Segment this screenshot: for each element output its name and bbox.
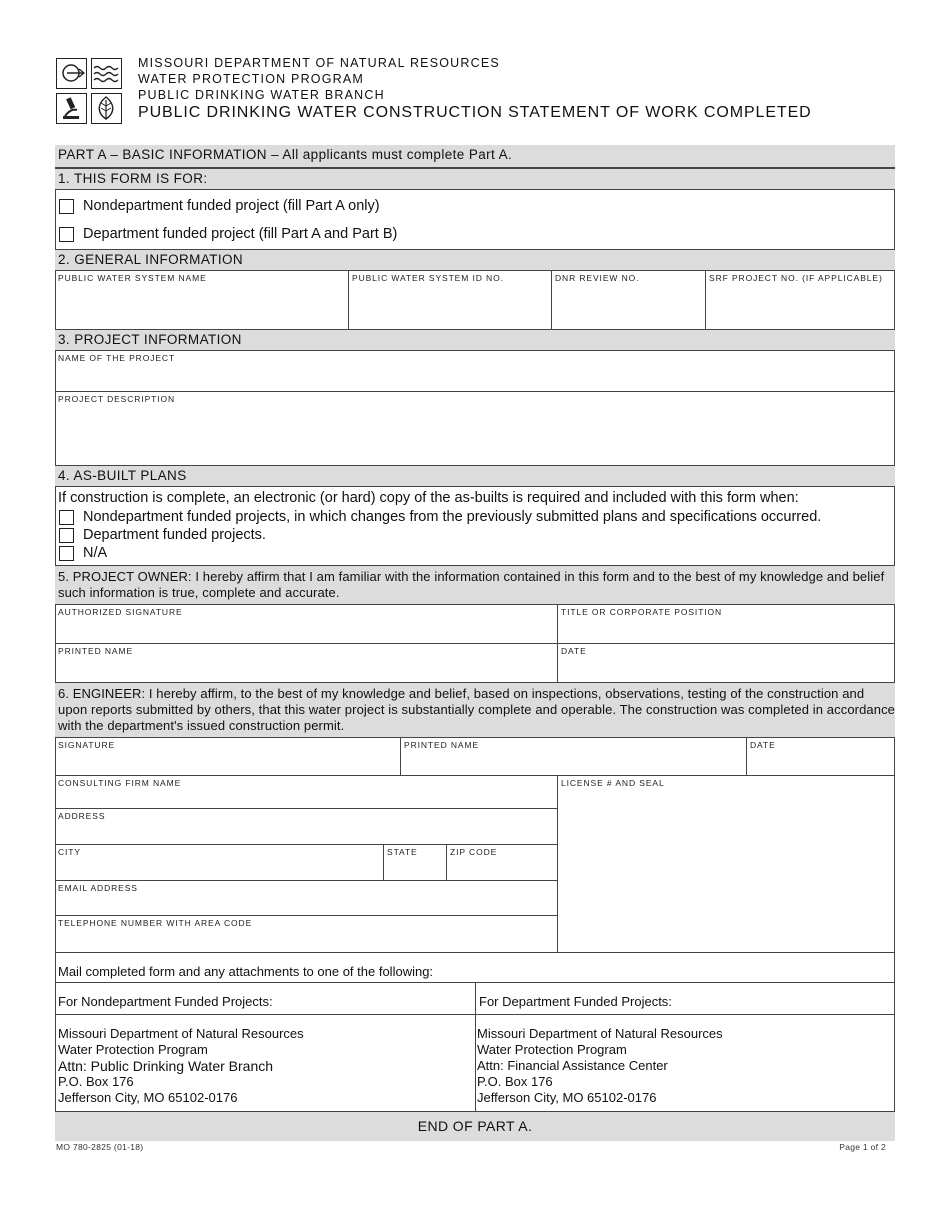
program-name: WATER PROTECTION PROGRAM [138,72,365,86]
department-mail-address [477,1026,723,1106]
as-built-nondepartment-checkbox[interactable] [59,510,74,525]
field-label: PUBLIC WATER SYSTEM NAME [58,273,207,283]
field-label: SRF PROJECT NO. (IF APPLICABLE) [709,273,883,283]
field-label: LICENSE # AND SEAL [561,778,665,788]
section-2-title: 2. GENERAL INFORMATION [55,249,895,271]
owner-title-field[interactable] [558,605,895,644]
dnr-review-no-field[interactable] [552,271,706,329]
form-number: MO 780-2825 (01-18) [56,1142,144,1152]
section-1-title: 1. THIS FORM IS FOR: [55,168,895,190]
field-label: DATE [750,740,776,750]
department-funded-label: Department funded project (fill Part A and Part B) [83,226,398,242]
state-field[interactable] [384,845,447,881]
mail-instruction: Mail completed form and any attachments to one of the following: [58,964,434,979]
branch-name: PUBLIC DRINKING WATER BRANCH [138,88,385,102]
field-label: CITY [58,847,81,857]
field-label: PUBLIC WATER SYSTEM ID NO. [352,273,504,283]
zip-code-field[interactable] [447,845,558,881]
as-built-department-checkbox[interactable] [59,528,74,543]
field-label: PRINTED NAME [404,740,480,750]
nondepartment-funded-label: Nondepartment funded project (fill Part A only) [83,198,380,214]
as-built-nondepartment-label: Nondepartment funded projects, in which changes from the previously submitted plans and specifications occurred. [83,509,822,525]
section-5-title: 5. PROJECT OWNER: I hereby affirm that I am familiar with the information contained in this form and to the best of my knowledge and belief such information is true, complete and accurate. [55,565,895,605]
address-line: Missouri Department of Natural Resources [58,1026,304,1041]
engineer-printed-name-field[interactable] [401,738,747,776]
section-4-title: 4. AS-BUILT PLANS [55,465,895,487]
field-label: SIGNATURE [58,740,116,750]
agency-logo [56,58,124,124]
as-built-department-label: Department funded projects. [83,527,266,543]
field-label: NAME OF THE PROJECT [58,353,176,363]
nondepartment-mail-address [58,1026,304,1106]
as-built-na-checkbox[interactable] [59,546,74,561]
address-line: Jefferson City, MO 65102-0176 [58,1090,238,1105]
owner-signature-field[interactable] [55,605,558,644]
microscope-icon [56,93,87,124]
address-line: Attn: Financial Assistance Center [477,1058,668,1073]
public-water-system-id-field[interactable] [349,271,552,329]
as-built-options [59,508,821,562]
srf-project-no-field[interactable] [706,271,895,329]
project-name-field[interactable] [55,351,895,392]
department-funded-checkbox[interactable] [59,227,74,242]
address-line: P.O. Box 176 [477,1074,553,1089]
field-label: ADDRESS [58,811,106,821]
address-line: Jefferson City, MO 65102-0176 [477,1090,657,1105]
field-label: EMAIL ADDRESS [58,883,138,893]
water-waves-icon [91,58,122,89]
field-label: DATE [561,646,587,656]
part-a-banner: PART A – BASIC INFORMATION – All applicants must complete Part A. [55,145,895,168]
email-field[interactable] [55,881,558,916]
agency-name: MISSOURI DEPARTMENT OF NATURAL RESOURCES [138,56,500,70]
city-field[interactable] [55,845,384,881]
field-label: AUTHORIZED SIGNATURE [58,607,183,617]
owner-date-field[interactable] [558,644,895,683]
section-6-title: 6. ENGINEER: I hereby affirm, to the best of my knowledge and belief, based on inspections, observations, testing of the construction and upon reports submitted by others, that this water project is substantially complete and operable. The construction was completed in accordance with the department's issued construction permit. [55,682,895,738]
department-mail-heading: For Department Funded Projects: [479,994,672,1009]
engineer-date-field[interactable] [747,738,895,776]
license-and-seal-field[interactable] [558,776,895,953]
telephone-field[interactable] [55,916,558,953]
field-label: ZIP CODE [450,847,498,857]
address-line: Missouri Department of Natural Resources [477,1026,723,1041]
end-of-part-a-banner: END OF PART A. [55,1111,895,1141]
field-label: TELEPHONE NUMBER WITH AREA CODE [58,918,253,928]
nondepartment-funded-checkbox[interactable] [59,199,74,214]
as-built-intro: If construction is complete, an electronic (or hard) copy of the as-builts is required and included with this form when: [58,490,799,506]
field-label: CONSULTING FIRM NAME [58,778,182,788]
address-line: P.O. Box 176 [58,1074,134,1089]
field-label: DNR REVIEW NO. [555,273,640,283]
form-for-options [59,192,397,248]
form-title: PUBLIC DRINKING WATER CONSTRUCTION STATEMENT OF WORK COMPLETED [138,104,812,121]
sun-logo-icon [56,58,87,89]
leaf-icon [91,93,122,124]
field-label: PROJECT DESCRIPTION [58,394,176,404]
project-description-field[interactable] [55,392,895,466]
address-line: Attn: Public Drinking Water Branch [58,1058,274,1074]
address-field[interactable] [55,809,558,845]
field-label: TITLE OR CORPORATE POSITION [561,607,723,617]
field-label: PRINTED NAME [58,646,134,656]
owner-printed-name-field[interactable] [55,644,558,683]
consulting-firm-field[interactable] [55,776,558,809]
as-built-na-label: N/A [83,545,108,561]
nondepartment-mail-heading: For Nondepartment Funded Projects: [58,994,273,1009]
public-water-system-name-field[interactable] [55,271,349,329]
address-line: Water Protection Program [58,1042,208,1057]
field-label: STATE [387,847,418,857]
engineer-signature-field[interactable] [55,738,401,776]
address-line: Water Protection Program [477,1042,627,1057]
section-3-title: 3. PROJECT INFORMATION [55,329,895,351]
page-number: Page 1 of 2 [839,1142,886,1152]
